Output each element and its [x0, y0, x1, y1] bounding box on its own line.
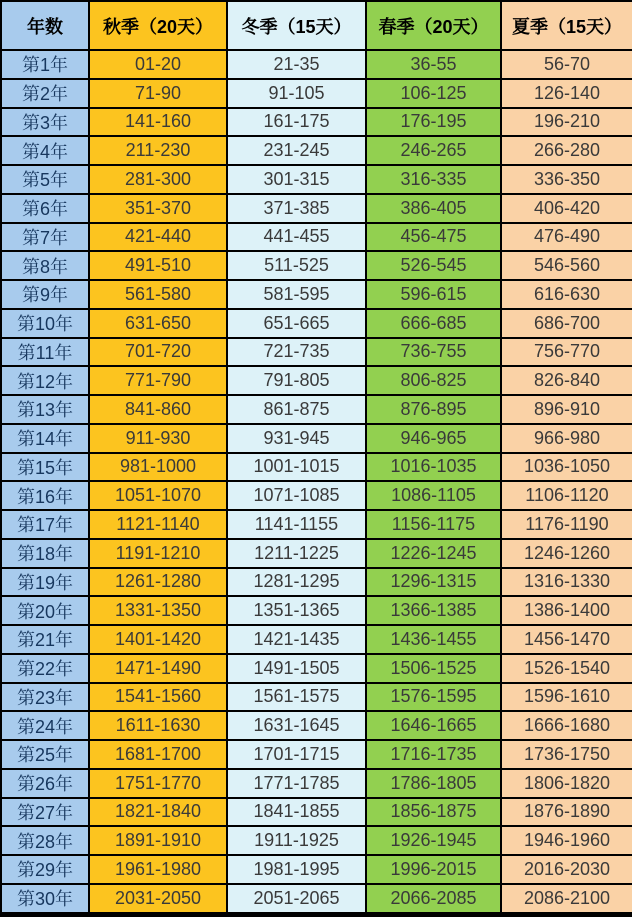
winter-cell: 581-595: [227, 280, 366, 309]
table-row: [1, 481, 632, 510]
header-autumn: 秋季（20天）: [89, 1, 227, 50]
spring-cell: 736-755: [366, 338, 501, 367]
winter-cell: 1141-1155: [227, 510, 366, 539]
spring-cell: 526-545: [366, 251, 501, 280]
summer-cell: 406-420: [501, 194, 632, 223]
table-header: [1, 1, 632, 50]
table-row: [1, 769, 632, 798]
autumn-cell: 561-580: [89, 280, 227, 309]
table-row: [1, 740, 632, 769]
spring-cell: 1856-1875: [366, 798, 501, 827]
table-row: [1, 79, 632, 108]
winter-cell: 1421-1435: [227, 625, 366, 654]
year-cell: 第16年: [1, 481, 89, 510]
table-row: [1, 539, 632, 568]
autumn-cell: 1681-1700: [89, 740, 227, 769]
table-row: [1, 453, 632, 482]
winter-cell: 1561-1575: [227, 683, 366, 712]
spring-cell: 1226-1245: [366, 539, 501, 568]
table-row: [1, 338, 632, 367]
autumn-cell: 01-20: [89, 50, 227, 79]
winter-cell: 231-245: [227, 136, 366, 165]
winter-cell: 931-945: [227, 424, 366, 453]
spring-cell: 386-405: [366, 194, 501, 223]
summer-cell: 1806-1820: [501, 769, 632, 798]
year-cell: 第6年: [1, 194, 89, 223]
autumn-cell: 1051-1070: [89, 481, 227, 510]
autumn-cell: 1261-1280: [89, 568, 227, 597]
year-cell: 第14年: [1, 424, 89, 453]
year-cell: 第22年: [1, 654, 89, 683]
winter-cell: 1211-1225: [227, 539, 366, 568]
autumn-cell: 1821-1840: [89, 798, 227, 827]
spring-cell: 1926-1945: [366, 826, 501, 855]
winter-cell: 1491-1505: [227, 654, 366, 683]
winter-cell: 1351-1365: [227, 596, 366, 625]
table-row: [1, 194, 632, 223]
year-cell: 第29年: [1, 855, 89, 884]
spring-cell: 876-895: [366, 395, 501, 424]
year-cell: 第26年: [1, 769, 89, 798]
winter-cell: 441-455: [227, 223, 366, 252]
spring-cell: 1016-1035: [366, 453, 501, 482]
table-row: [1, 309, 632, 338]
year-cell: 第1年: [1, 50, 89, 79]
winter-cell: 1001-1015: [227, 453, 366, 482]
winter-cell: 1841-1855: [227, 798, 366, 827]
autumn-cell: 1961-1980: [89, 855, 227, 884]
spring-cell: 1646-1665: [366, 711, 501, 740]
summer-cell: 966-980: [501, 424, 632, 453]
autumn-cell: 351-370: [89, 194, 227, 223]
autumn-cell: 2031-2050: [89, 884, 227, 915]
winter-cell: 511-525: [227, 251, 366, 280]
header-year: 年数: [1, 1, 89, 50]
autumn-cell: 1471-1490: [89, 654, 227, 683]
summer-cell: 2016-2030: [501, 855, 632, 884]
year-cell: 第13年: [1, 395, 89, 424]
spring-cell: 666-685: [366, 309, 501, 338]
summer-cell: 336-350: [501, 165, 632, 194]
table-row: [1, 108, 632, 137]
table-row: [1, 855, 632, 884]
autumn-cell: 1331-1350: [89, 596, 227, 625]
year-cell: 第4年: [1, 136, 89, 165]
spring-cell: 1156-1175: [366, 510, 501, 539]
year-cell: 第3年: [1, 108, 89, 137]
winter-cell: 1281-1295: [227, 568, 366, 597]
summer-cell: 1736-1750: [501, 740, 632, 769]
year-cell: 第24年: [1, 711, 89, 740]
table-row: [1, 424, 632, 453]
summer-cell: 1596-1610: [501, 683, 632, 712]
winter-cell: 1981-1995: [227, 855, 366, 884]
spring-cell: 1086-1105: [366, 481, 501, 510]
spring-cell: 946-965: [366, 424, 501, 453]
summer-cell: 476-490: [501, 223, 632, 252]
table-row: [1, 280, 632, 309]
spring-cell: 1996-2015: [366, 855, 501, 884]
table-row: [1, 50, 632, 79]
autumn-cell: 1751-1770: [89, 769, 227, 798]
table-row: [1, 223, 632, 252]
year-cell: 第15年: [1, 453, 89, 482]
table-row: [1, 510, 632, 539]
autumn-cell: 1121-1140: [89, 510, 227, 539]
table-row: [1, 251, 632, 280]
spring-cell: 246-265: [366, 136, 501, 165]
summer-cell: 1946-1960: [501, 826, 632, 855]
year-cell: 第28年: [1, 826, 89, 855]
header-summer: 夏季（15天）: [501, 1, 632, 50]
spring-cell: 1716-1735: [366, 740, 501, 769]
summer-cell: 896-910: [501, 395, 632, 424]
autumn-cell: 281-300: [89, 165, 227, 194]
autumn-cell: 1401-1420: [89, 625, 227, 654]
spring-cell: 596-615: [366, 280, 501, 309]
spring-cell: 1296-1315: [366, 568, 501, 597]
table-row: [1, 596, 632, 625]
spring-cell: 1506-1525: [366, 654, 501, 683]
winter-cell: 1911-1925: [227, 826, 366, 855]
winter-cell: 721-735: [227, 338, 366, 367]
winter-cell: 651-665: [227, 309, 366, 338]
table-row: [1, 884, 632, 915]
summer-cell: 686-700: [501, 309, 632, 338]
year-cell: 第23年: [1, 683, 89, 712]
year-cell: 第27年: [1, 798, 89, 827]
header-spring: 春季（20天）: [366, 1, 501, 50]
spring-cell: 106-125: [366, 79, 501, 108]
winter-cell: 1631-1645: [227, 711, 366, 740]
table-row: [1, 395, 632, 424]
summer-cell: 826-840: [501, 366, 632, 395]
table-row: [1, 654, 632, 683]
autumn-cell: 981-1000: [89, 453, 227, 482]
spring-cell: 1436-1455: [366, 625, 501, 654]
winter-cell: 1071-1085: [227, 481, 366, 510]
summer-cell: 1316-1330: [501, 568, 632, 597]
winter-cell: 21-35: [227, 50, 366, 79]
year-cell: 第2年: [1, 79, 89, 108]
year-cell: 第8年: [1, 251, 89, 280]
table-row: [1, 711, 632, 740]
table-body: [1, 50, 632, 915]
winter-cell: 2051-2065: [227, 884, 366, 915]
winter-cell: 791-805: [227, 366, 366, 395]
year-cell: 第17年: [1, 510, 89, 539]
year-cell: 第12年: [1, 366, 89, 395]
autumn-cell: 491-510: [89, 251, 227, 280]
summer-cell: 1666-1680: [501, 711, 632, 740]
year-cell: 第30年: [1, 884, 89, 915]
spring-cell: 36-55: [366, 50, 501, 79]
summer-cell: 1176-1190: [501, 510, 632, 539]
summer-cell: 266-280: [501, 136, 632, 165]
year-cell: 第21年: [1, 625, 89, 654]
autumn-cell: 1541-1560: [89, 683, 227, 712]
spring-cell: 316-335: [366, 165, 501, 194]
autumn-cell: 841-860: [89, 395, 227, 424]
summer-cell: 756-770: [501, 338, 632, 367]
winter-cell: 161-175: [227, 108, 366, 137]
summer-cell: 126-140: [501, 79, 632, 108]
table-row: [1, 136, 632, 165]
summer-cell: 1526-1540: [501, 654, 632, 683]
summer-cell: 546-560: [501, 251, 632, 280]
year-cell: 第18年: [1, 539, 89, 568]
summer-cell: 56-70: [501, 50, 632, 79]
table-row: [1, 165, 632, 194]
autumn-cell: 701-720: [89, 338, 227, 367]
summer-cell: 1386-1400: [501, 596, 632, 625]
summer-cell: 2086-2100: [501, 884, 632, 915]
year-cell: 第5年: [1, 165, 89, 194]
autumn-cell: 211-230: [89, 136, 227, 165]
summer-cell: 1246-1260: [501, 539, 632, 568]
summer-cell: 616-630: [501, 280, 632, 309]
autumn-cell: 771-790: [89, 366, 227, 395]
spring-cell: 806-825: [366, 366, 501, 395]
winter-cell: 91-105: [227, 79, 366, 108]
year-cell: 第19年: [1, 568, 89, 597]
autumn-cell: 71-90: [89, 79, 227, 108]
table-row: [1, 568, 632, 597]
table-row: [1, 826, 632, 855]
autumn-cell: 1891-1910: [89, 826, 227, 855]
spring-cell: 1366-1385: [366, 596, 501, 625]
autumn-cell: 141-160: [89, 108, 227, 137]
year-cell: 第9年: [1, 280, 89, 309]
spring-cell: 456-475: [366, 223, 501, 252]
summer-cell: 1036-1050: [501, 453, 632, 482]
year-cell: 第25年: [1, 740, 89, 769]
table-row: [1, 798, 632, 827]
summer-cell: 196-210: [501, 108, 632, 137]
winter-cell: 861-875: [227, 395, 366, 424]
spring-cell: 176-195: [366, 108, 501, 137]
spring-cell: 2066-2085: [366, 884, 501, 915]
autumn-cell: 1191-1210: [89, 539, 227, 568]
summer-cell: 1106-1120: [501, 481, 632, 510]
table-row: [1, 625, 632, 654]
spring-cell: 1786-1805: [366, 769, 501, 798]
year-cell: 第11年: [1, 338, 89, 367]
table-row: [1, 683, 632, 712]
year-cell: 第10年: [1, 309, 89, 338]
header-row: [1, 1, 632, 50]
autumn-cell: 631-650: [89, 309, 227, 338]
table-row: [1, 366, 632, 395]
year-cell: 第20年: [1, 596, 89, 625]
autumn-cell: 421-440: [89, 223, 227, 252]
autumn-cell: 1611-1630: [89, 711, 227, 740]
summer-cell: 1876-1890: [501, 798, 632, 827]
spring-cell: 1576-1595: [366, 683, 501, 712]
autumn-cell: 911-930: [89, 424, 227, 453]
winter-cell: 1771-1785: [227, 769, 366, 798]
winter-cell: 301-315: [227, 165, 366, 194]
summer-cell: 1456-1470: [501, 625, 632, 654]
header-winter: 冬季（15天）: [227, 1, 366, 50]
year-cell: 第7年: [1, 223, 89, 252]
winter-cell: 1701-1715: [227, 740, 366, 769]
winter-cell: 371-385: [227, 194, 366, 223]
